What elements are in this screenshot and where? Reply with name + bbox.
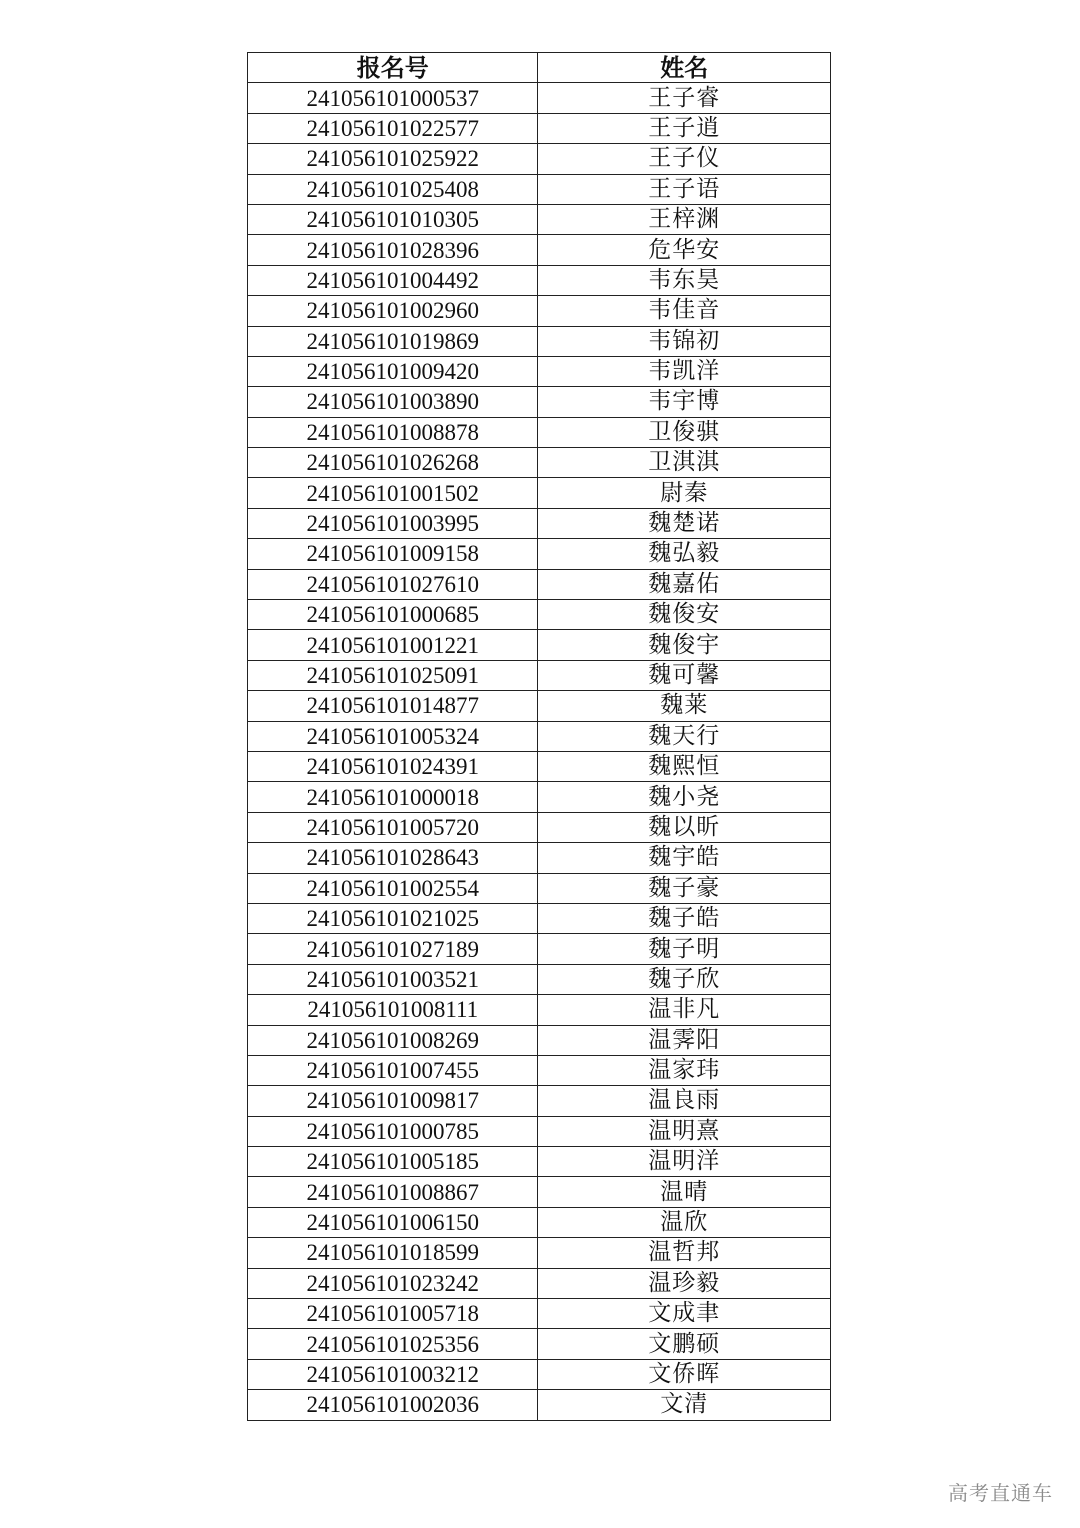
table-row [248, 873, 831, 903]
registration-number-cell: 241056101009420 [248, 356, 538, 386]
registration-number-cell: 241056101023242 [248, 1268, 538, 1298]
student-name-cell: 王子仪 [538, 144, 831, 174]
registration-number-cell: 241056101008269 [248, 1025, 538, 1055]
table-row [248, 1207, 831, 1237]
student-name-cell: 韦锦初 [538, 326, 831, 356]
student-name-cell: 卫俊骐 [538, 417, 831, 447]
student-name-cell: 温非凡 [538, 995, 831, 1025]
registration-number-cell: 241056101000537 [248, 83, 538, 113]
student-name-cell: 魏子欣 [538, 964, 831, 994]
student-name-cell: 韦东昊 [538, 265, 831, 295]
table-row [248, 569, 831, 599]
student-name-cell: 卫淇淇 [538, 448, 831, 478]
table-row [248, 83, 831, 113]
student-name-cell: 魏弘毅 [538, 539, 831, 569]
registration-number-cell: 241056101002036 [248, 1390, 538, 1420]
registration-number-cell: 241056101005718 [248, 1299, 538, 1329]
registration-number-cell: 241056101002554 [248, 873, 538, 903]
table-row [248, 235, 831, 265]
student-name-cell: 魏可馨 [538, 660, 831, 690]
table-row [248, 782, 831, 812]
student-name-cell: 魏子豪 [538, 873, 831, 903]
table-row [248, 417, 831, 447]
student-name-cell: 魏俊安 [538, 600, 831, 630]
student-name-cell: 文侨晖 [538, 1359, 831, 1389]
table-row [248, 1238, 831, 1268]
registration-number-cell: 241056101028643 [248, 843, 538, 873]
table-row [248, 356, 831, 386]
student-name-cell: 文成聿 [538, 1299, 831, 1329]
registration-number-cell: 241056101006150 [248, 1207, 538, 1237]
student-name-cell: 韦宇博 [538, 387, 831, 417]
student-name-cell: 文清 [538, 1390, 831, 1420]
student-name-cell: 温霁阳 [538, 1025, 831, 1055]
table-row [248, 995, 831, 1025]
student-name-cell: 魏熙恒 [538, 751, 831, 781]
student-name-cell: 魏子明 [538, 934, 831, 964]
table-row [248, 1390, 831, 1420]
registration-number-cell: 241056101005720 [248, 812, 538, 842]
table-row [248, 326, 831, 356]
student-name-cell: 温哲邦 [538, 1238, 831, 1268]
student-name-cell: 温珍毅 [538, 1268, 831, 1298]
table-row [248, 934, 831, 964]
student-name-cell: 韦凯洋 [538, 356, 831, 386]
registration-number-cell: 241056101025091 [248, 660, 538, 690]
student-name-cell: 魏以昕 [538, 812, 831, 842]
registration-number-cell: 241056101000685 [248, 600, 538, 630]
table-row [248, 691, 831, 721]
registration-number-cell: 241056101000785 [248, 1116, 538, 1146]
registration-number-cell: 241056101019869 [248, 326, 538, 356]
student-name-cell: 尉秦 [538, 478, 831, 508]
registration-number-cell: 241056101005185 [248, 1147, 538, 1177]
column-header-name: 姓名 [538, 53, 831, 83]
registration-number-cell: 241056101027189 [248, 934, 538, 964]
student-name-cell: 温明洋 [538, 1147, 831, 1177]
student-name-cell: 魏天行 [538, 721, 831, 751]
student-name-cell: 魏子皓 [538, 903, 831, 933]
table-row [248, 751, 831, 781]
registration-number-cell: 241056101000018 [248, 782, 538, 812]
table-row [248, 539, 831, 569]
column-header-registration-number: 报名号 [248, 53, 538, 83]
registration-number-cell: 241056101014877 [248, 691, 538, 721]
table-row [248, 204, 831, 234]
student-name-cell: 王子语 [538, 174, 831, 204]
registration-number-cell: 241056101025922 [248, 144, 538, 174]
registration-number-cell: 241056101024391 [248, 751, 538, 781]
student-name-cell: 王子睿 [538, 83, 831, 113]
student-name-cell: 王梓渊 [538, 204, 831, 234]
registration-number-cell: 241056101003995 [248, 508, 538, 538]
student-name-cell: 魏小尧 [538, 782, 831, 812]
student-name-cell: 文鹏硕 [538, 1329, 831, 1359]
registration-number-cell: 241056101005324 [248, 721, 538, 751]
table-row [248, 144, 831, 174]
student-name-cell: 危华安 [538, 235, 831, 265]
student-name-cell: 魏宇皓 [538, 843, 831, 873]
table-row [248, 1086, 831, 1116]
registration-number-cell: 241056101003521 [248, 964, 538, 994]
student-name-cell: 魏莱 [538, 691, 831, 721]
table-row [248, 1116, 831, 1146]
table-row [248, 600, 831, 630]
table-row [248, 508, 831, 538]
table-row [248, 387, 831, 417]
registration-number-cell: 241056101025408 [248, 174, 538, 204]
registration-number-cell: 241056101003212 [248, 1359, 538, 1389]
student-name-cell: 魏嘉佑 [538, 569, 831, 599]
registration-number-cell: 241056101008111 [248, 995, 538, 1025]
registration-number-cell: 241056101009817 [248, 1086, 538, 1116]
registration-number-cell: 241056101025356 [248, 1329, 538, 1359]
table-row [248, 964, 831, 994]
table-row [248, 1177, 831, 1207]
table-row [248, 174, 831, 204]
table-row [248, 1299, 831, 1329]
table-row [248, 448, 831, 478]
registration-number-cell: 241056101008878 [248, 417, 538, 447]
table-row [248, 812, 831, 842]
table-row [248, 1359, 831, 1389]
student-name-cell: 韦佳音 [538, 296, 831, 326]
registration-number-cell: 241056101010305 [248, 204, 538, 234]
registration-number-cell: 241056101026268 [248, 448, 538, 478]
student-name-cell: 温良雨 [538, 1086, 831, 1116]
student-name-cell: 温明熹 [538, 1116, 831, 1146]
registration-number-cell: 241056101002960 [248, 296, 538, 326]
student-name-cell: 温家玮 [538, 1055, 831, 1085]
registration-number-cell: 241056101001221 [248, 630, 538, 660]
table-row [248, 1147, 831, 1177]
table-row [248, 630, 831, 660]
registration-number-cell: 241056101028396 [248, 235, 538, 265]
table-row [248, 478, 831, 508]
table-row [248, 721, 831, 751]
table-row [248, 903, 831, 933]
student-name-cell: 温欣 [538, 1207, 831, 1237]
table-row [248, 1268, 831, 1298]
student-name-cell: 魏楚诺 [538, 508, 831, 538]
table-row [248, 843, 831, 873]
student-name-cell: 温晴 [538, 1177, 831, 1207]
student-name-cell: 魏俊宇 [538, 630, 831, 660]
registration-number-cell: 241056101004492 [248, 265, 538, 295]
table-row [248, 265, 831, 295]
registration-number-cell: 241056101001502 [248, 478, 538, 508]
registration-number-cell: 241056101022577 [248, 113, 538, 143]
table-row [248, 1055, 831, 1085]
admission-list-table [247, 52, 831, 1421]
table-row [248, 1329, 831, 1359]
registration-number-cell: 241056101018599 [248, 1238, 538, 1268]
table-row [248, 660, 831, 690]
table-row [248, 1025, 831, 1055]
registration-number-cell: 241056101008867 [248, 1177, 538, 1207]
watermark-text: 高考直通车 [948, 1481, 1053, 1505]
table-body [248, 83, 831, 1420]
registration-number-cell: 241056101009158 [248, 539, 538, 569]
registration-number-cell: 241056101027610 [248, 569, 538, 599]
registration-number-cell: 241056101021025 [248, 903, 538, 933]
student-name-cell: 王子逍 [538, 113, 831, 143]
table-row [248, 296, 831, 326]
registration-number-cell: 241056101003890 [248, 387, 538, 417]
registration-number-cell: 241056101007455 [248, 1055, 538, 1085]
table-header-row [248, 53, 831, 83]
table-row [248, 113, 831, 143]
